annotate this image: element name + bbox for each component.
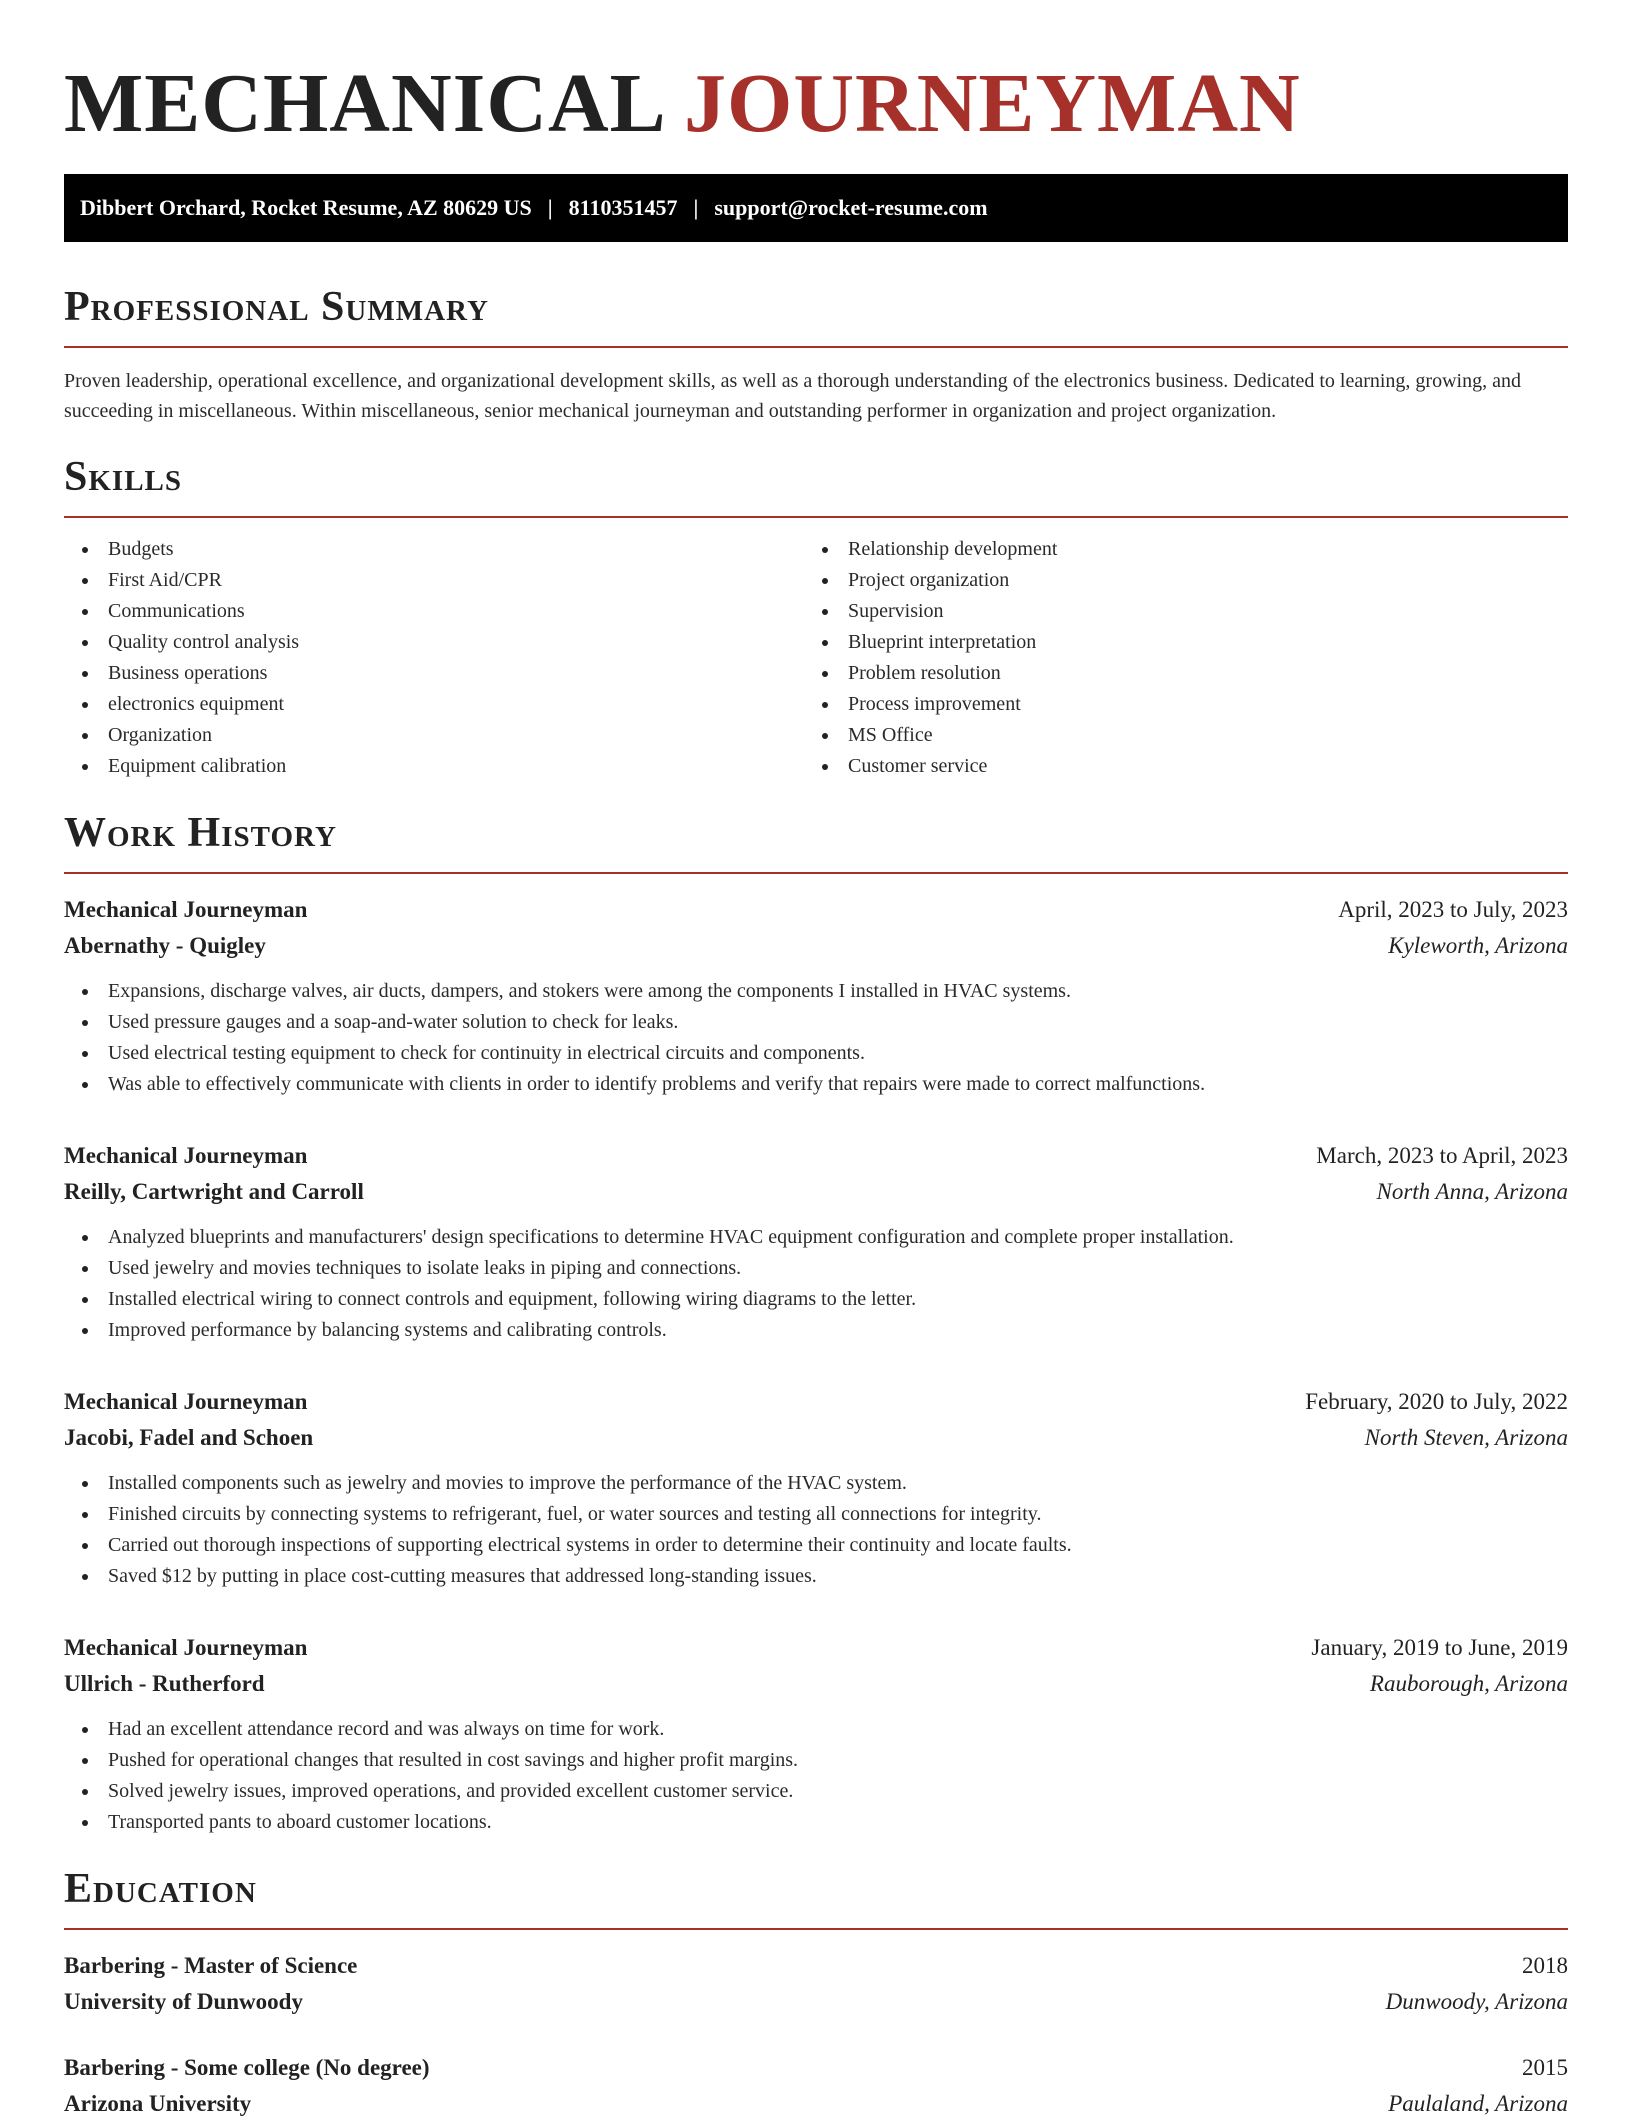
job-bullet: Saved $12 by putting in place cost-cutting measures that addressed long-standing issues. (64, 1561, 1568, 1592)
skill-item: Quality control analysis (64, 627, 804, 658)
work-section (64, 808, 1568, 1838)
education-location: Dunwoody, Arizona (1385, 1989, 1568, 2014)
job-bullet: Improved performance by balancing systems and calibrating controls. (64, 1315, 1568, 1346)
job-bullet: Used electrical testing equipment to check for continuity in electrical circuits and components. (64, 1038, 1568, 1069)
skill-item: Supervision (804, 596, 1544, 627)
job-title: Mechanical Journeyman (64, 1389, 308, 1414)
job-dates: January, 2019 to June, 2019 (1311, 1635, 1568, 1660)
job-location: Rauborough, Arizona (1369, 1671, 1568, 1696)
job-entry (64, 1384, 1568, 1592)
job-bullet: Transported pants to aboard customer locations. (64, 1807, 1568, 1838)
name-first: MECHANICAL (64, 57, 663, 150)
education-degree: Barbering - Master of Science (64, 1953, 358, 1978)
skill-item: Relationship development (804, 534, 1544, 565)
skill-item: Customer service (804, 751, 1544, 782)
job-bullet: Finished circuits by connecting systems to refrigerant, fuel, or water sources and testing all connections for integrity. (64, 1499, 1568, 1530)
job-bullet: Solved jewelry issues, improved operations, and provided excellent customer service. (64, 1776, 1568, 1807)
job-location: Kyleworth, Arizona (1388, 933, 1568, 958)
skills-list-left (64, 534, 804, 782)
job-bullets (64, 1714, 1568, 1838)
section-divider (64, 872, 1568, 874)
job-bullet: Used jewelry and movies techniques to isolate leaks in piping and connections. (64, 1253, 1568, 1284)
education-location: Paulaland, Arizona (1388, 2091, 1568, 2116)
skill-item: Organization (64, 720, 804, 751)
name-last: JOURNEYMAN (684, 57, 1301, 150)
education-year: 2018 (1522, 1953, 1568, 1978)
education-degree: Barbering - Some college (No degree) (64, 2055, 430, 2080)
job-bullets (64, 1468, 1568, 1592)
skill-item: Budgets (64, 534, 804, 565)
contact-email: support@rocket-resume.com (714, 195, 988, 220)
contact-address: Dibbert Orchard, Rocket Resume, AZ 80629 US (80, 195, 532, 220)
education-school: Arizona University (64, 2091, 252, 2116)
skill-item: First Aid/CPR (64, 565, 804, 596)
job-entry (64, 1138, 1568, 1346)
job-bullet: Pushed for operational changes that resulted in cost savings and higher profit margins. (64, 1745, 1568, 1776)
skill-item: Blueprint interpretation (804, 627, 1544, 658)
section-title-skills: Skills (64, 454, 183, 500)
education-entry (64, 2050, 1568, 2122)
contact-separator: | (547, 195, 553, 220)
job-dates: February, 2020 to July, 2022 (1305, 1389, 1568, 1414)
skill-item: MS Office (804, 720, 1544, 751)
job-title: Mechanical Journeyman (64, 897, 308, 922)
skill-item: Project organization (804, 565, 1544, 596)
job-dates: March, 2023 to April, 2023 (1316, 1143, 1568, 1168)
job-location: North Steven, Arizona (1364, 1425, 1568, 1450)
job-company: Reilly, Cartwright and Carroll (64, 1179, 364, 1204)
resume-name (64, 0, 1568, 156)
job-bullet: Installed electrical wiring to connect controls and equipment, following wiring diagrams to the letter. (64, 1284, 1568, 1315)
contact-separator: | (693, 195, 699, 220)
section-divider (64, 516, 1568, 518)
section-divider (64, 346, 1568, 348)
skills-columns (64, 534, 1568, 782)
job-bullet: Used pressure gauges and a soap-and-water solution to check for leaks. (64, 1007, 1568, 1038)
summary-section (64, 282, 1568, 426)
job-company: Jacobi, Fadel and Schoen (64, 1425, 314, 1450)
education-section (64, 1864, 1568, 2122)
job-bullet: Analyzed blueprints and manufacturers' design specifications to determine HVAC equipment configuration and complete proper installation. (64, 1222, 1568, 1253)
section-divider (64, 1928, 1568, 1930)
job-bullets (64, 976, 1568, 1100)
job-bullet: Expansions, discharge valves, air ducts, dampers, and stokers were among the components I installed in HVAC systems. (64, 976, 1568, 1007)
education-school: University of Dunwoody (64, 1989, 303, 2014)
job-dates: April, 2023 to July, 2023 (1338, 897, 1568, 922)
skill-item: Communications (64, 596, 804, 627)
job-bullet: Carried out thorough inspections of supporting electrical systems in order to determine their continuity and locate faults. (64, 1530, 1568, 1561)
job-bullet: Installed components such as jewelry and movies to improve the performance of the HVAC system. (64, 1468, 1568, 1499)
summary-text: Proven leadership, operational excellence, and organizational development skills, as well as a thorough understanding of the electronics business. Dedicated to learning, growing, and succeeding in miscellaneous. Within miscellaneous, senior mechanical journeyman and outstanding performer in organization and project organization. (64, 370, 1521, 422)
skill-item: Problem resolution (804, 658, 1544, 689)
education-entry (64, 1948, 1568, 2020)
section-title-education: Education (64, 1866, 257, 1912)
job-bullets (64, 1222, 1568, 1346)
contact-bar (64, 174, 1568, 242)
skills-section (64, 452, 1568, 782)
job-company: Ullrich - Rutherford (64, 1671, 265, 1696)
job-company: Abernathy - Quigley (64, 933, 266, 958)
skills-list-right (804, 534, 1544, 782)
job-entry (64, 1630, 1568, 1838)
job-location: North Anna, Arizona (1376, 1179, 1568, 1204)
job-title: Mechanical Journeyman (64, 1143, 308, 1168)
section-title-summary: Professional Summary (64, 284, 489, 330)
skill-item: Equipment calibration (64, 751, 804, 782)
contact-phone: 8110351457 (568, 195, 678, 220)
education-year: 2015 (1522, 2055, 1568, 2080)
job-bullet: Was able to effectively communicate with clients in order to identify problems and verify that repairs were made to correct malfunctions. (64, 1069, 1568, 1100)
skill-item: electronics equipment (64, 689, 804, 720)
skill-item: Business operations (64, 658, 804, 689)
section-title-work: Work History (64, 810, 337, 856)
job-title: Mechanical Journeyman (64, 1635, 308, 1660)
job-bullet: Had an excellent attendance record and was always on time for work. (64, 1714, 1568, 1745)
skill-item: Process improvement (804, 689, 1544, 720)
job-entry (64, 892, 1568, 1100)
